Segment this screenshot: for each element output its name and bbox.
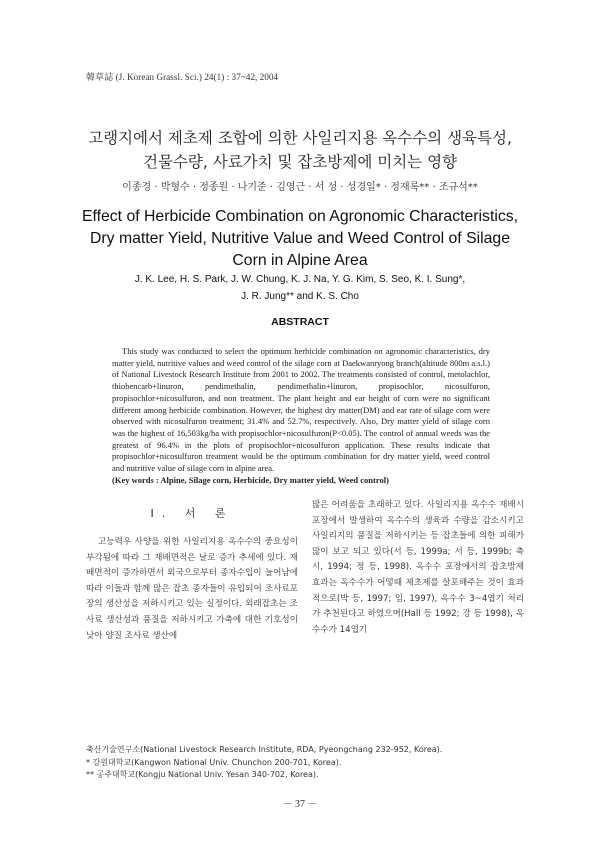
korean-title-line-1: 고랭지에서 제초제 조합에 의한 사일리지용 옥수수의 생육특성,: [88, 129, 512, 147]
intro-paragraph-right: 많은 어려움을 초래하고 있다. 사일리지용 옥수수 재배시 포장에서 발생하여 옥수수의 생육과 수량을 감소시키고 사일리지의 품질을 저하시키는 등 잡초들에 의한 피해가 많이 보고 되고 있다(서 등, 1999a; 서 등, 1999b; 축시, 1994; 정 등, 1998). 옥수수 포장에서의 잡초방제 효과는 옥수수가 어떻때 제초제를 살포해주는 것이 효과적으로(박 등, 1997; 임, 1997), 옥수수 3~4엽기 처리가 추천된다고 하였으며(Hall 등 1992; 강 등 1998), 옥수수가 14엽기: [312, 500, 524, 635]
affiliation-footnotes: [86, 744, 526, 782]
abstract-text: This study was conducted to select the optimum herbicide combination on agronomic characteristics, dry matter yield, nutritive values and weed control of the silage corn at Daekwanryong branch(altitude 800m a.s.l.) of National Livestock Research Institute from 2001 to 2002. The treatments consisted of control, metolachlor, thiobencarb+linuron, pendimethalin, pendimethalin+linuron, propisochlor, nicosulfuron, propisochlor+nicosulfuron, and non treatment. The plant height and ear height of corn were no significant different among herbicide combination. However, the highest dry matter(DM) and ear rate of silage corn were observed with nicosulfuron treatment; 31.4% and 52.7%, respectively. Also, Dry matter yield of silage corn was the highest of 16,503kg/ha with propisochlor+nicosulfuron(P<0.05). The control of annual weeds was the greatest of 96.4% in the plots of propisochlor+nicosulfuron application. These results indicate that propisochlor+nicosulfuron treatment would be the optimum combination for dry matter yield, weed control and nutritive value of silage corn in alpine area.: [112, 346, 490, 474]
right-column: [312, 498, 524, 638]
intro-paragraph-left: 고능력우 사양을 위한 사일리지용 옥수수의 중요성이 부각됨에 따라 그 재배면적은 날로 증가 추세에 있다. 재배면적이 증가하면서 외국으로부터 종자수입이 늘어남에 따라 이들과 함께 많은 잡초 종자들이 유입되어 조사료포장의 생산성을 저하시키고 있는 실정이다. 외래잡초는 조사료 생산성과 품질을 저하시키고 가축에 대한 기호성이 낮아 양질 조사료 생산에: [86, 537, 298, 641]
journal-header: 韓草誌 (J. Korean Grassl. Sci.) 24(1) : 37~42, 2004: [86, 72, 279, 82]
english-title-line-1: Effect of Herbicide Combination on Agronomic Characteristics,: [81, 208, 519, 225]
abstract-block: [112, 346, 490, 486]
english-authors-line-1: J. K. Lee, H. S. Park, J. W. Chung, K. J. Na, Y. G. Kim, S. Seo, K. I. Sung*,: [134, 274, 466, 285]
keywords-label: (Key words :: [112, 474, 159, 485]
footnote-3: ** 공주대학교(Kongju National Univ. Yesan 340-702, Korea).: [86, 770, 319, 779]
left-column: [86, 505, 298, 644]
section-heading-introduction: Ⅰ. 서 론: [150, 507, 234, 520]
keywords-text: Alpine, Silage corn, Herbicide, Dry matter yield, Weed control): [160, 474, 389, 485]
english-title-line-2: Dry matter Yield, Nutritive Value and Weed Control of Silage: [90, 230, 510, 247]
page-number: － 37 －: [282, 799, 318, 810]
english-title-line-3: Corn in Alpine Area: [232, 252, 368, 269]
footnote-1: 축산기술연구소(National Livestock Research Institute, RDA, Pyeongchang 232-952, Korea).: [86, 745, 443, 754]
footnote-2: * 강원대학교(Kangwon National Univ. Chunchon 200-701, Korea).: [86, 757, 342, 767]
korean-title-line-2: 건물수량, 사료가치 및 잡초방제에 미치는 영향: [142, 153, 458, 171]
abstract-heading: ABSTRACT: [271, 316, 329, 328]
english-authors-line-2: J. R. Jung** and K. S. Cho: [241, 291, 359, 302]
keywords: [112, 475, 490, 487]
korean-authors: 이종경 · 박형수 · 정종원 · 나기준 · 김영근 · 서 성 · 성경일* · 정재록** · 조규석**: [122, 182, 478, 193]
